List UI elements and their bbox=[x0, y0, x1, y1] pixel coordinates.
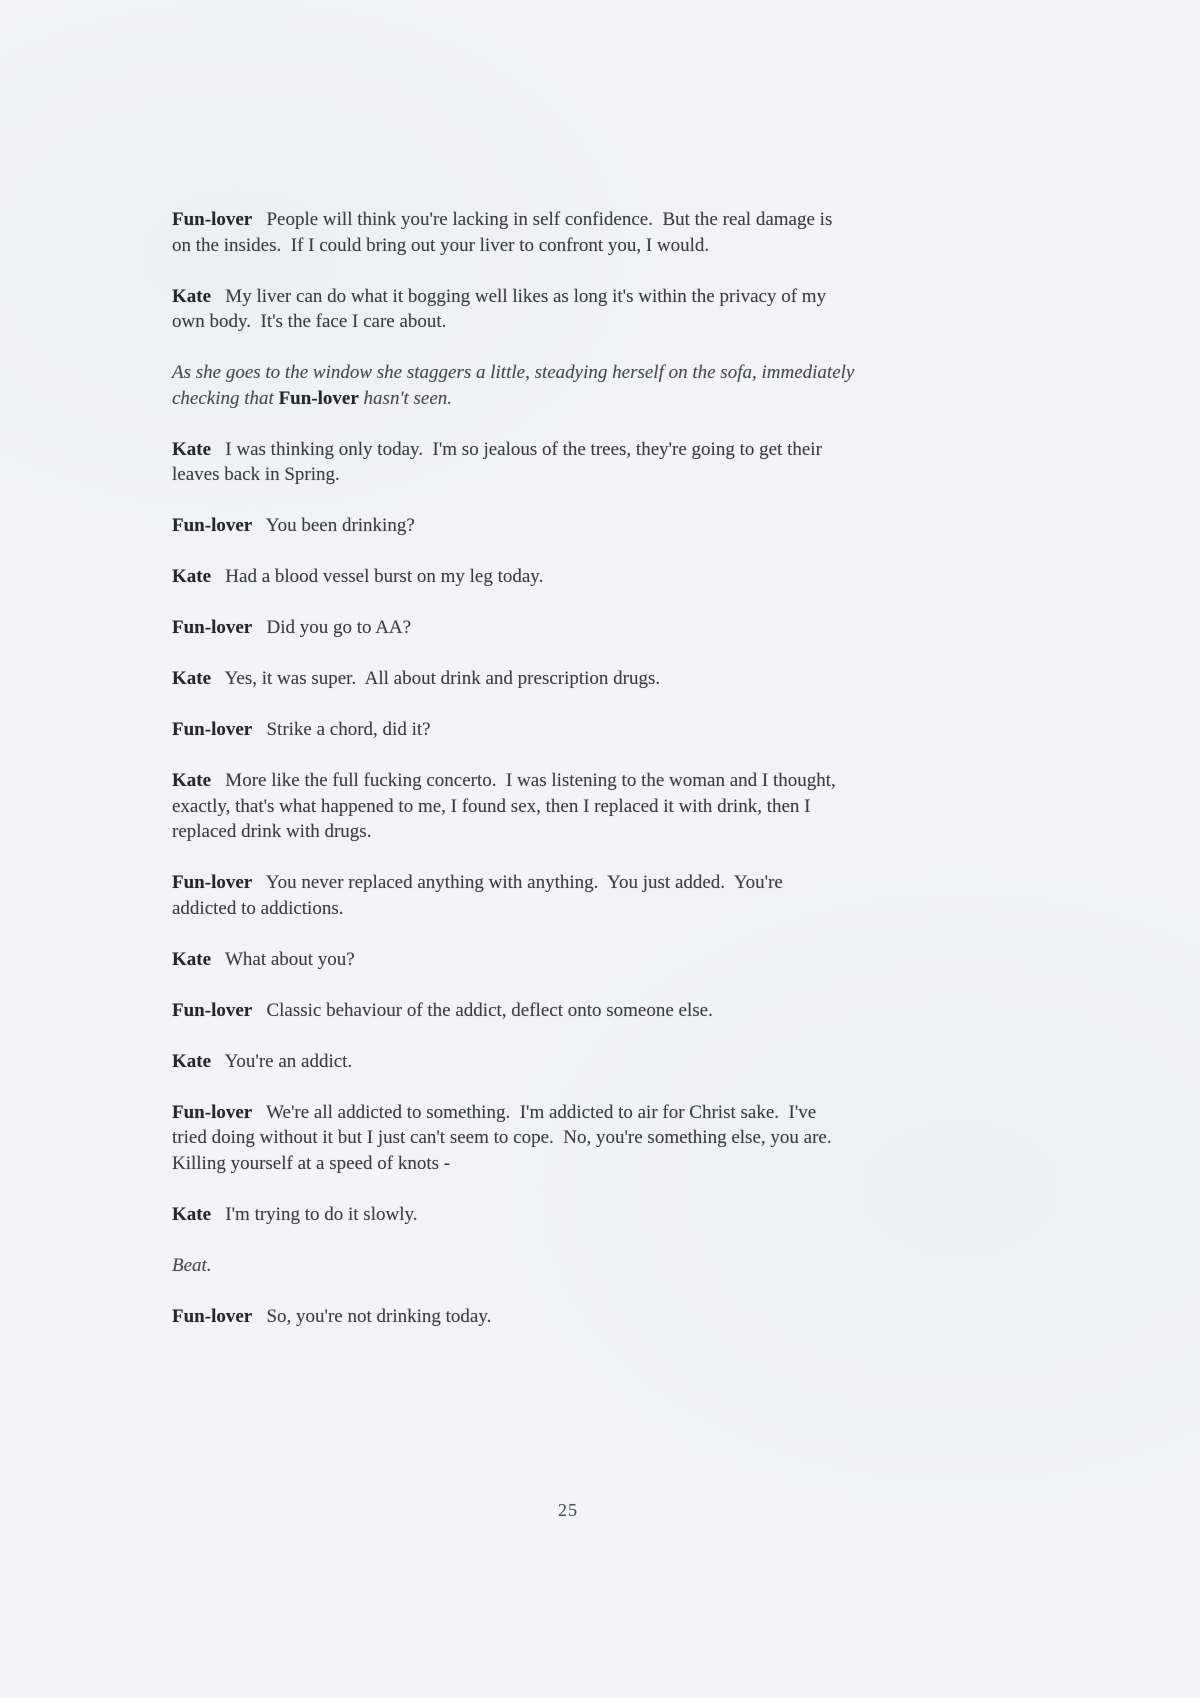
speaker-name: Kate bbox=[172, 566, 212, 587]
dialogue-text: on the insides. If I could bring out your liver to confront you, I would. bbox=[172, 234, 710, 256]
speaker-name: Fun-lover bbox=[278, 387, 359, 409]
direction-text: Beat. bbox=[172, 1254, 212, 1276]
dialogue-text: Strike a chord, did it? bbox=[252, 719, 431, 740]
dialogue-line bbox=[172, 1100, 1032, 1177]
dialogue-text: replaced drink with drugs. bbox=[172, 821, 372, 842]
page-number: 25 bbox=[558, 1500, 578, 1520]
dialogue-line bbox=[172, 564, 1032, 590]
dialogue-line bbox=[172, 284, 1032, 335]
dialogue-text: exactly, that's what happened to me, I found sex, then I replaced it with drink, then I bbox=[172, 795, 811, 817]
dialogue-text: We're all addicted to something. I'm addicted to air for Christ sake. I've bbox=[252, 1101, 817, 1123]
dialogue-line bbox=[172, 870, 1032, 921]
stage-direction bbox=[172, 1253, 1032, 1279]
dialogue-line bbox=[172, 998, 1032, 1024]
dialogue-text: own body. It's the face I care about. bbox=[172, 311, 447, 332]
speaker-name: Fun-lover bbox=[172, 719, 253, 740]
speaker-name: Kate bbox=[172, 770, 212, 791]
dialogue-text: I'm trying to do it slowly. bbox=[211, 1203, 418, 1225]
speaker-name: Fun-lover bbox=[172, 1101, 253, 1123]
direction-text: checking that bbox=[172, 387, 279, 409]
dialogue-line bbox=[172, 513, 1032, 539]
dialogue-text: My liver can do what it bogging well likes as long it's within the privacy of my bbox=[211, 285, 827, 307]
dialogue-text: You been drinking? bbox=[252, 515, 415, 536]
direction-text: As she goes to the window she staggers a little, steadying herself on the sofa, immediately bbox=[172, 362, 855, 383]
speaker-name: Fun-lover bbox=[172, 209, 253, 230]
speaker-name: Kate bbox=[172, 1203, 212, 1225]
dialogue-line bbox=[172, 615, 1032, 641]
dialogue-text: You're an addict. bbox=[211, 1050, 353, 1072]
speaker-name: Fun-lover bbox=[172, 999, 253, 1021]
dialogue-text: Yes, it was super. All about drink and prescription drugs. bbox=[211, 668, 661, 689]
speaker-name: Fun-lover bbox=[172, 872, 253, 893]
dialogue-line bbox=[172, 1049, 1032, 1075]
speaker-name: Kate bbox=[172, 668, 212, 689]
dialogue-line bbox=[172, 1304, 1032, 1330]
script-content bbox=[172, 207, 1032, 1355]
speaker-name: Fun-lover bbox=[172, 1305, 253, 1327]
dialogue-text: Classic behaviour of the addict, deflect onto someone else. bbox=[252, 999, 713, 1021]
speaker-name: Fun-lover bbox=[172, 515, 253, 536]
dialogue-line bbox=[172, 207, 1032, 258]
speaker-name: Kate bbox=[172, 1050, 212, 1072]
dialogue-text: What about you? bbox=[211, 948, 355, 970]
stage-direction bbox=[172, 360, 1032, 411]
dialogue-text: Did you go to AA? bbox=[252, 617, 412, 638]
dialogue-line bbox=[172, 666, 1032, 692]
dialogue-text: People will think you're lacking in self confidence. But the real damage is bbox=[252, 209, 833, 230]
dialogue-text: So, you're not drinking today. bbox=[252, 1305, 492, 1327]
dialogue-text: leaves back in Spring. bbox=[172, 464, 340, 485]
direction-text: hasn't seen. bbox=[358, 387, 453, 409]
dialogue-text: More like the full fucking concerto. I was listening to the woman and I thought, bbox=[211, 770, 836, 791]
dialogue-text: tried doing without it but I just can't seem to cope. No, you're something else, you are. bbox=[172, 1127, 832, 1148]
dialogue-text: Had a blood vessel burst on my leg today. bbox=[211, 566, 544, 587]
dialogue-text: Killing yourself at a speed of knots - bbox=[172, 1152, 451, 1174]
speaker-name: Kate bbox=[172, 285, 212, 307]
dialogue-line bbox=[172, 717, 1032, 743]
dialogue-line bbox=[172, 947, 1032, 973]
speaker-name: Kate bbox=[172, 948, 212, 970]
dialogue-line bbox=[172, 768, 1032, 845]
dialogue-line bbox=[172, 437, 1032, 488]
dialogue-text: I was thinking only today. I'm so jealous of the trees, they're going to get their bbox=[211, 438, 822, 460]
dialogue-text: You never replaced anything with anything. You just added. You're bbox=[252, 872, 783, 893]
speaker-name: Kate bbox=[172, 438, 212, 460]
dialogue-line bbox=[172, 1202, 1032, 1228]
speaker-name: Fun-lover bbox=[172, 617, 253, 638]
dialogue-text: addicted to addictions. bbox=[172, 897, 344, 919]
